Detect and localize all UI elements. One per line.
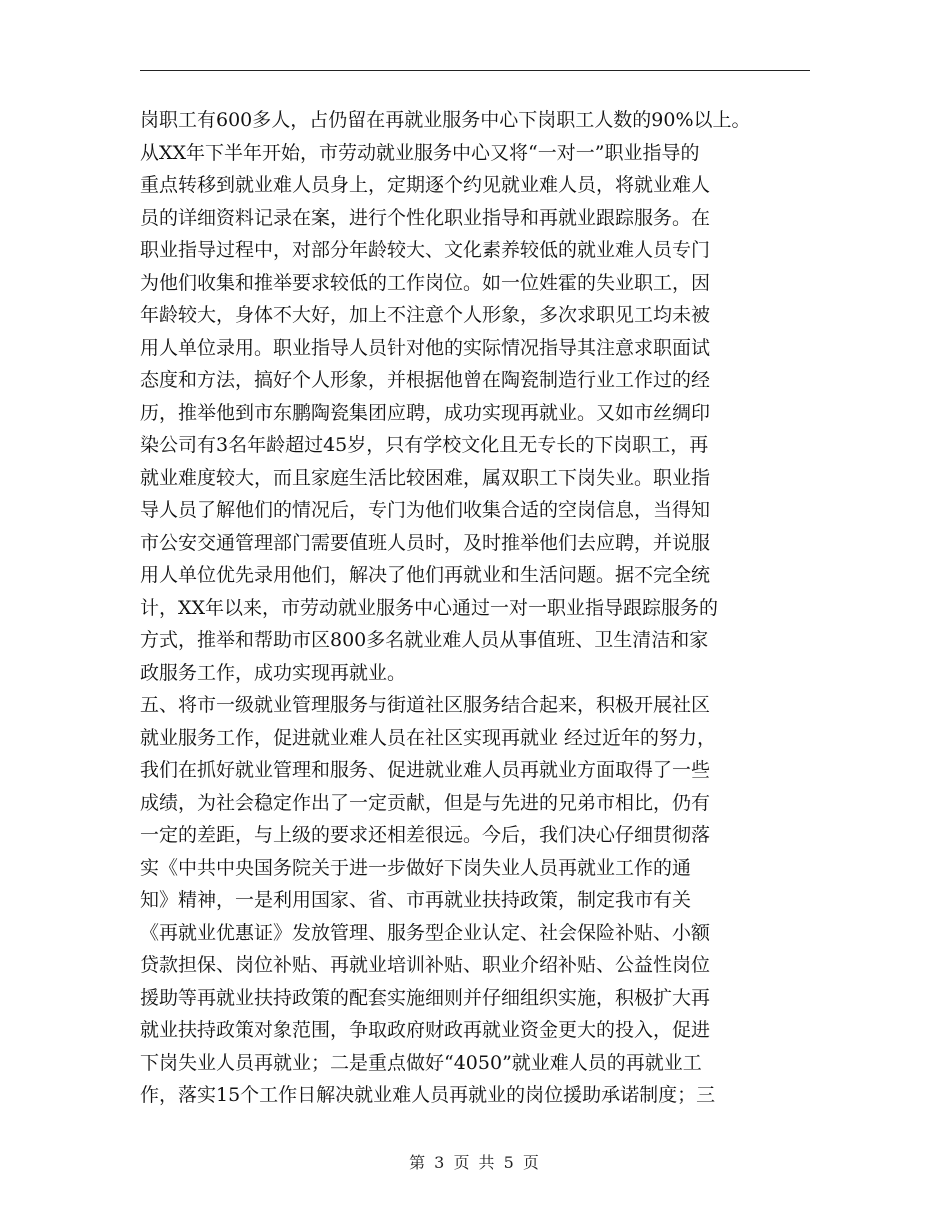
text-line: 市公安交通管理部门需要值班人员时，及时推举他们去应聘，并说服 (140, 531, 711, 554)
text-line: 下岗失业人员再就业；二是重点做好“4050”就业难人员的再就业工 (140, 1051, 702, 1074)
text-line: 就业难度较大，而且家庭生活比较困难，属双职工下岗失业。职业指 (140, 466, 711, 489)
text-line: 用人单位优先录用他们，解决了他们再就业和生活问题。据不完全统 (140, 564, 711, 586)
text-line: 用人单位录用。职业指导人员针对他的实际情况指导其注意求职面试 (140, 336, 711, 359)
text-line: 就业服务工作，促进就业难人员在社区实现再就业 经过近年的努力， (140, 726, 717, 749)
page-footer: 第 3 页 共 5 页 (409, 1153, 541, 1172)
text-line: 为他们收集和推举要求较低的工作岗位。如一位姓霍的失业职工，因 (140, 271, 711, 294)
text-line: 历，推举他到市东鹏陶瓷集团应聘，成功实现再就业。又如市丝绸印 (140, 401, 711, 424)
text-line: 贷款担保、岗位补贴、再就业培训补贴、职业介绍补贴、公益性岗位 (140, 954, 711, 976)
text-line: 计，XX年以来，市劳动就业服务中心通过一对一职业指导跟踪服务的 (140, 596, 719, 619)
header-rule (140, 70, 810, 71)
text-line: 知》精神，一是利用国家、省、市再就业扶持政策，制定我市有关 (140, 889, 692, 911)
section-heading-line: 五、将市一级就业管理服务与街道社区服务结合起来，积极开展社区 (140, 694, 711, 716)
text-line: 一定的差距，与上级的要求还相差很远。今后，我们决心仔细贯彻落 (140, 824, 711, 846)
text-line: 我们在抓好就业管理和服务、促进就业难人员再就业方面取得了一些 (140, 759, 711, 781)
body-text (140, 104, 820, 1112)
text-line: 员的详细资料记录在案，进行个性化职业指导和再就业跟踪服务。在 (140, 206, 711, 229)
text-line: 援助等再就业扶持政策的配套实施细则并仔细组织实施，积极扩大再 (140, 986, 711, 1009)
text-line: 《再就业优惠证》发放管理、服务型企业认定、社会保险补贴、小额 (140, 921, 711, 944)
text-line: 实《中共中央国务院关于进一步做好下岗失业人员再就业工作的通 (140, 856, 692, 879)
text-line: 导人员了解他们的情况后，专门为他们收集合适的空岗信息，当得知 (140, 499, 711, 521)
text-line: 重点转移到就业难人员身上，定期逐个约见就业难人员，将就业难人 (140, 174, 711, 196)
text-line: 政服务工作，成功实现再就业。 (140, 661, 407, 684)
text-line: 年龄较大，身体不大好，加上不注意个人形象，多次求职见工均未被 (140, 304, 711, 326)
text-line: 从XX年下半年开始，市劳动就业服务中心又将“一对一”职业指导的 (140, 141, 700, 164)
text-line: 就业扶持政策对象范围，争取政府财政再就业资金更大的投入，促进 (140, 1019, 711, 1041)
text-line: 职业指导过程中，对部分年龄较大、文化素养较低的就业难人员专门 (140, 239, 711, 261)
text-line: 方式，推举和帮助市区800多名就业难人员从事值班、卫生清洁和家 (140, 629, 709, 651)
text-line: 作，落实15个工作日解决就业难人员再就业的岗位援助承诺制度；三 (140, 1084, 716, 1106)
text-line: 态度和方法，搞好个人形象，并根据他曾在陶瓷制造行业工作过的经 (140, 369, 711, 391)
text-line: 成绩，为社会稳定作出了一定贡献，但是与先进的兄弟市相比，仍有 (140, 791, 711, 814)
text-line: 岗职工有600多人，占仍留在再就业服务中心下岗职工人数的90%以上。 (140, 109, 751, 131)
text-line: 染公司有3名年龄超过45岁，只有学校文化且无专长的下岗职工，再 (140, 434, 709, 456)
